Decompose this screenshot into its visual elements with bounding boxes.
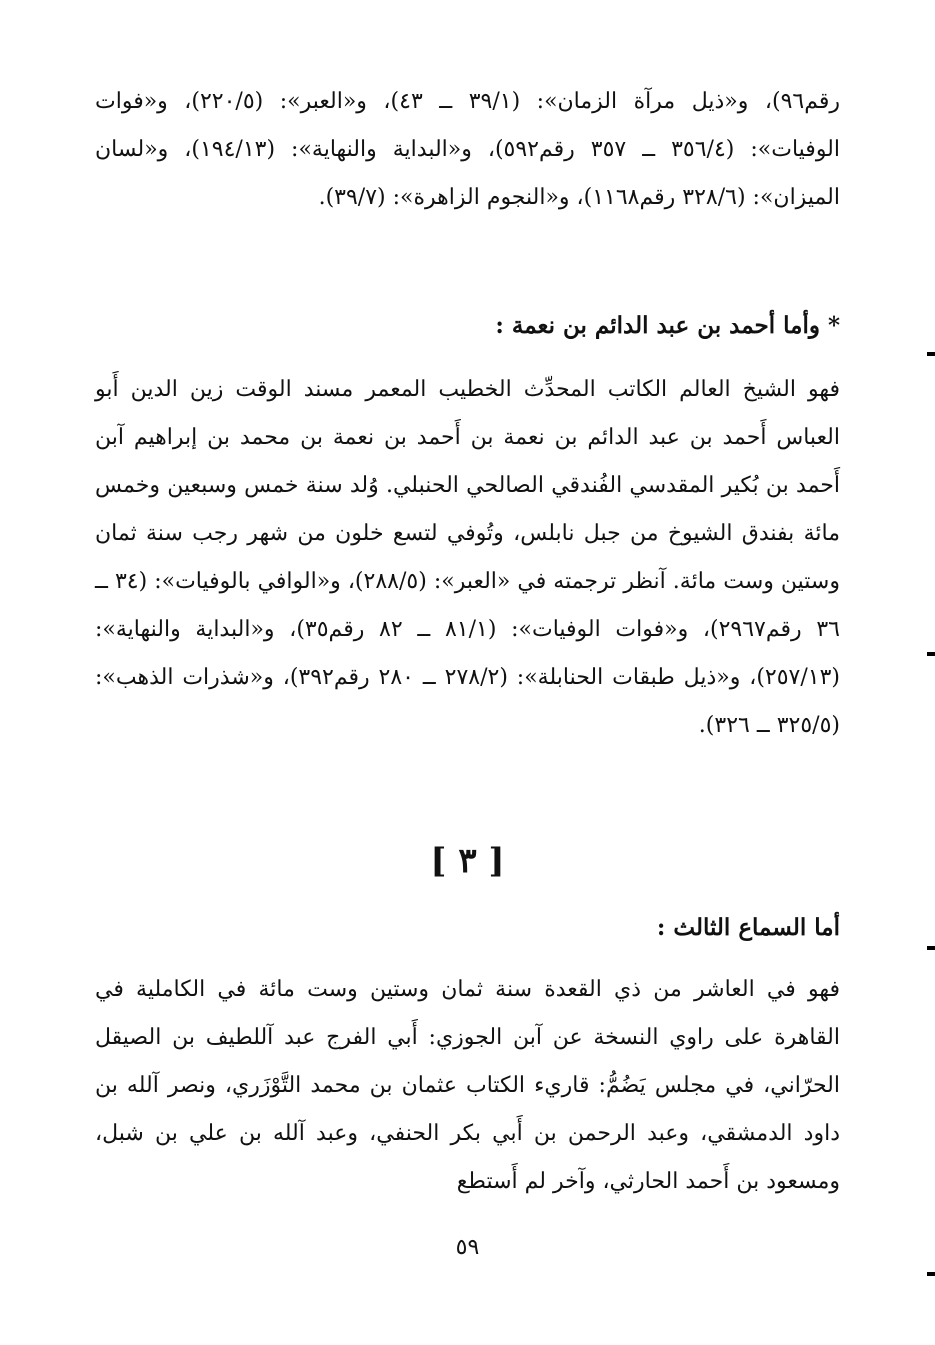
edge-mark [927, 1272, 935, 1276]
page-number: ٥٩ [455, 1235, 480, 1260]
section-heading-third-hearing: أما السماع الثالث : [656, 914, 840, 941]
section-heading-ahmad: * وأما أحمد بن عبد الدائم بن نعمة : [495, 312, 840, 339]
edge-mark [927, 352, 935, 356]
edge-mark [927, 946, 935, 950]
third-hearing-paragraph: فهو في العاشر من ذي القعدة سنة ثمان وستين وست مائة في الكاملية في القاهرة على راوي النسخة عن آبن الجوزي: أَبي الفرج عبد آللطيف بن الصيقل الحرّاني، في مجلس يَضُمُّ: قاريء الكتاب عثمان بن محمد التَّوْزَري، ونصر آلله بن داود الدمشقي، وعبد الرحمن بن أَبي بكر الحنفي، وعبد آلله بن علي بن شبل، ومسعود بن أَحمد الحارثي، وآخر لم أَستطع [95, 977, 840, 1194]
references-paragraph: رقم٩٦)، و«ذيل مرآة الزمان»: (٣٩/١ ــ ٤٣)، و«العبر»: (٢٢٠/٥)، و«فوات الوفيات»: (٣٥٦/٤ ــ ٣٥٧ رقم٥٩٢)، و«البداية والنهاية»: (١٩٤/١٣)، و«لسان الميزان»: (٣٢٨/٦ رقم١١٦٨)، و«النجوم الزاهرة»: (٣٩/٧). [95, 89, 840, 210]
biography-paragraph: فهو الشيخ العالم الكاتب المحدِّث الخطيب المعمر مسند الوقت زين الدين أَبو العباس أَحمد بن عبد الدائم بن نعمة بن أَحمد بن نعمة بن محمد بن إبراهيم آبن أَحمد بن بُكير المقدسي الفُندقي الصالحي الحنبلي. وُلد سنة خمس وسبعين وخمس مائة بفندق الشيوخ من جبل نابلس، وتُوفي لتسع خلون من شهر رجب سنة ثمان وستين وست مائة. آنظر ترجمته في «العبر»: (٢٨٨/٥)، و«الوافي بالوفيات»: (٣٤ ــ ٣٦ رقم٢٩٦٧)، و«فوات الوفيات»: (٨١/١ ــ ٨٢ رقم٣٥)، و«البداية والنهاية»: (٢٥٧/١٣)، و«ذيل طبقات الحنابلة»: (٢٧٨/٢ ــ ٢٨٠ رقم٣٩٢)، و«شذرات الذهب»: (٣٢٥/٥ ــ ٣٢٦). [95, 377, 841, 738]
section-number: [ ٣ ] [430, 841, 505, 881]
edge-mark [927, 652, 935, 656]
